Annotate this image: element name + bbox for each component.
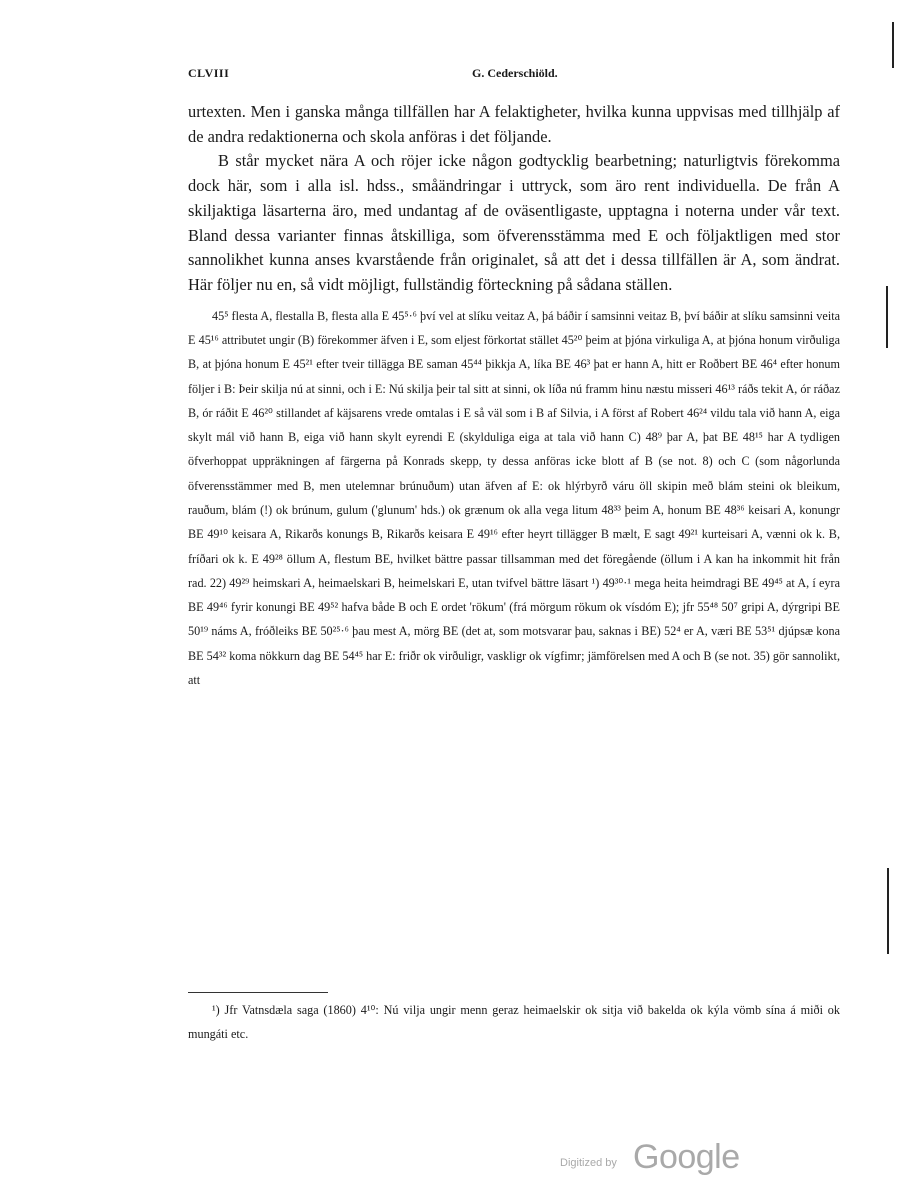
scan-edge-mark [887,868,889,954]
paragraph-2: B står mycket nära A och röjer icke någon godtycklig bearbetning; naturligtvis förekomma dock här, som i alla isl. hdss., småändringar i uttryck, som äro rent individuella. De från A skiljaktiga läsarterna äro, med undantag af de oväsentligaste, upptagna i noterna under vår text. Bland dessa varianter finnas åtskilliga, som öfverensstämma med E och följaktligen med stor sannolikhet kunna anses kvarstående från originalet, så att det i dessa tillfällen är A, som ändrat. Här följer nu en, så vidt möjligt, fullständig förteckning på sådana ställen. [188,151,840,294]
page-body [188,100,840,692]
digitized-watermark [560,1138,760,1178]
paragraph-1: urtexten. Men i ganska många tillfällen har A felaktigheter, hvilka kunna uppvisas med tillhjälp af de andra redaktionerna och skola anföras i det följande. [188,102,840,146]
scan-edge-mark [892,22,894,68]
footnote: ¹) Jfr Vatnsdæla saga (1860) 4¹⁰: Nú vilja ungir menn geraz heimaelskir ok sitja við bakelda ok kýla vömb sína á miði ok mungáti etc. [188,1003,840,1041]
scan-edge-mark [886,286,888,348]
footnote-divider [188,992,328,993]
page-number: CLVIII [188,66,230,80]
page-header [188,66,838,86]
watermark-prefix: Digitized by [560,1157,617,1169]
variant-list: 45⁵ flesta A, flestalla B, flesta alla E 45⁵·⁶ því vel at slíku veitaz A, þá báðir í samsinni veitaz B, því báðir at slíku samsinni veita E 45¹⁶ attributet ungir (B) förekommer äfven i E, som eljest förkortat stället 45²⁰ þeim at þjóna virkuliga A, at þjóna honum virðuliga B, at þjóna honum E 45²¹ efter tveir tillägga BE saman 45⁴⁴ þikkja A, líka BE 46³ þat er hann A, hitt er Roðbert BE 46⁴ efter honum följer i B: Þeir skilja nú at sinni, och i E: Nú skilja þeir tal sitt at sinni, ok líða nú framm hinu næstu misseri 46¹³ ráðs tekit A, ór ráðaz B, ór ráðit E 46²⁰ stillandet af käjsarens vrede omtalas i E så väl som i B af Silvia, i A först af Robert 46²⁴ vildu tala við hann A, eiga skylt mál við hann B, eiga við hann skylt eyrendi E (skylduliga eiga at tala við hann C) 48⁹ þar A, þat BE 48¹⁵ har A tydligen öfverhoppat uppräkningen af färgerna på Konrads skepp, ty dessa anföras icke blott af B (se not. 8) och C (som någorlunda öfverensstämmer med B, men utelemnar brúnuðum) utan äfven af E: ok hlýrbyrð váru öll skipin með blám steini ok bleikum, rauðum, blám (!) ok brúnum, gulum ('glunum' hds.) ok grænum ok alla vega litum 48³³ þeim A, honum BE 48³⁶ keisari A, konungr BE 49¹⁰ keisara A, Rikarðs konungs B, Rikarðs keisara E 49¹⁶ efter heyrt tillägger B mælt, E sagt 49²¹ kurteisari A, vænni ok k. B, fríðari ok k. E 49²⁸ öllum A, flestum BE, hvilket bättre passar tillsamman med det föregående (öllum i A kan ha inkommit hit från rad. 22) 49²⁹ heimskari A, heimaelskari B, heimelskari E, utan tvifvel bättre läsart ¹) 49³⁰·¹ mega heita heimdragi BE 49⁴⁵ at A, í eyra BE 49⁴⁶ fyrir konungi BE 49⁵² hafva både B och E ordet 'rökum' (frá mörgum rökum ok vísdóm E); jfr 55⁴⁸ 50⁷ gripi A, dýrgripi BE 50¹⁹ náms A, fróðleiks BE 50²⁵·⁶ þau mest A, mörg BE (det at, som motsvarar þau, saknas i BE) 52⁴ er A, væri BE 53⁵¹ djúpsæ kona BE 54³² koma nökkurn dag BE 54⁴⁵ har E: friðr ok virðuligr, vaskligr ok vígfimr; jämförelsen med A och B (se not. 35) gör sannolikt, att [188,308,840,688]
running-title: G. Cederschiöld. [472,66,558,80]
google-logo: Google [633,1138,740,1176]
